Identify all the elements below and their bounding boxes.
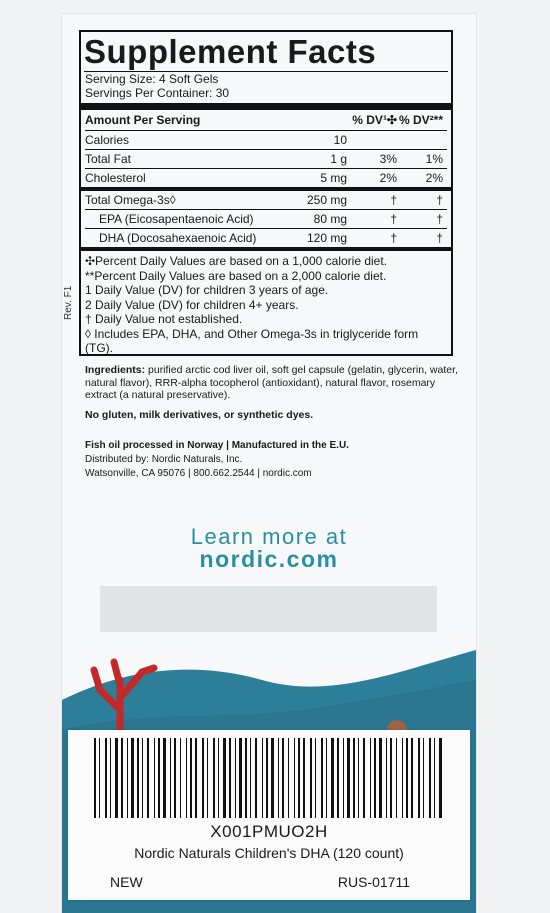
table-row	[85, 169, 447, 187]
footnote: 2 Daily Value (DV) for children 4+ years.	[85, 297, 299, 312]
footnotes	[85, 251, 447, 356]
nutrient-dv2: 1%	[425, 152, 443, 166]
ingredients-block	[85, 364, 465, 402]
nutrient-name: DHA (Docosahexaenoic Acid)	[99, 231, 257, 245]
table-row	[85, 131, 447, 150]
nutrient-name: Total Omega-3s◊	[85, 193, 176, 207]
footnote: ✣Percent Daily Values are based on a 1,000 calorie diet.	[85, 254, 388, 268]
manufacture-line: Fish oil processed in Norway | Manufactured in the E.U.	[85, 440, 349, 451]
nutrient-dv2: †	[436, 212, 443, 226]
blank-label-area	[100, 586, 437, 632]
serving-size: Serving Size: 4 Soft Gels	[85, 72, 219, 86]
nutrient-amount: 5 mg	[320, 171, 347, 185]
nutrient-amount: 120 mg	[306, 231, 347, 245]
nutrient-amount: 250 mg	[306, 193, 347, 207]
footnote: ◊ Includes EPA, DHA, and Other Omega-3s in triglyceride form (TG).	[85, 326, 419, 355]
nutrient-name: Total Fat	[85, 152, 132, 166]
distributor-line: Distributed by: Nordic Naturals, Inc.	[85, 454, 243, 465]
nutrient-dv1: †	[390, 212, 397, 226]
footnote: **Percent Daily Values are based on a 2,000 calorie diet.	[85, 268, 387, 283]
nutrient-name: EPA (Eicosapentaenoic Acid)	[99, 212, 254, 226]
nutrient-amount: 10	[333, 133, 347, 147]
footnote: † Daily Value not established.	[85, 312, 243, 326]
nutrient-dv1: 2%	[379, 171, 397, 185]
supplement-facts-panel	[79, 30, 453, 356]
nutrient-name: Cholesterol	[85, 171, 146, 185]
nutrient-name: Calories	[85, 133, 130, 147]
nutrient-dv1: †	[390, 193, 397, 207]
footnote: 1 Daily Value (DV) for children 3 years of age.	[85, 283, 329, 297]
barcode	[94, 738, 444, 818]
ingredients-text: purified arctic cod liver oil, soft gel capsule (gelatin, glycerin, water, natural flavor), RRR-alpha tocopherol (antioxidant), natural flavor, rosemary extract (a natural preservative).	[85, 364, 458, 401]
supplement-facts-title: Supplement Facts	[84, 34, 448, 72]
servings-per-container: Servings Per Container: 30	[85, 86, 230, 100]
nutrient-amount: 1 g	[330, 152, 347, 166]
fnsku-code: X001PMUO2H	[210, 822, 328, 841]
revision-label: Rev. F1	[63, 285, 74, 320]
allergen-statement: No gluten, milk derivatives, or synthetic dyes.	[85, 409, 314, 421]
fnsku-label	[68, 730, 470, 900]
header-amount-per-serving: Amount Per Serving	[85, 113, 201, 127]
table-row	[85, 210, 447, 229]
product-title: Nordic Naturals Children's DHA (120 count)	[134, 845, 404, 861]
table-row	[85, 150, 447, 169]
table-row	[85, 191, 447, 210]
nutrient-amount: 80 mg	[313, 212, 347, 226]
learn-more-text: Learn more at	[190, 524, 348, 549]
table-header	[85, 110, 447, 131]
table-row	[85, 229, 447, 247]
nutrient-dv1: 3%	[379, 152, 397, 166]
address-line: Watsonville, CA 95076 | 800.662.2544 | nordic.com	[85, 468, 312, 479]
nutrient-dv2: †	[436, 231, 443, 245]
nutrient-dv1: †	[390, 231, 397, 245]
nutrient-dv2: 2%	[425, 171, 443, 185]
lot-code: RUS-01711	[337, 874, 410, 890]
nutrient-dv2: †	[436, 193, 443, 207]
header-dv2: % DV²**	[398, 113, 443, 127]
condition-label: NEW	[110, 874, 143, 890]
website-link[interactable]: nordic.com	[199, 546, 339, 572]
header-dv1: % DV¹✣	[352, 113, 397, 127]
divider-thick	[81, 103, 451, 110]
ingredients-label: Ingredients:	[85, 364, 146, 376]
manufacture-info	[85, 439, 349, 481]
